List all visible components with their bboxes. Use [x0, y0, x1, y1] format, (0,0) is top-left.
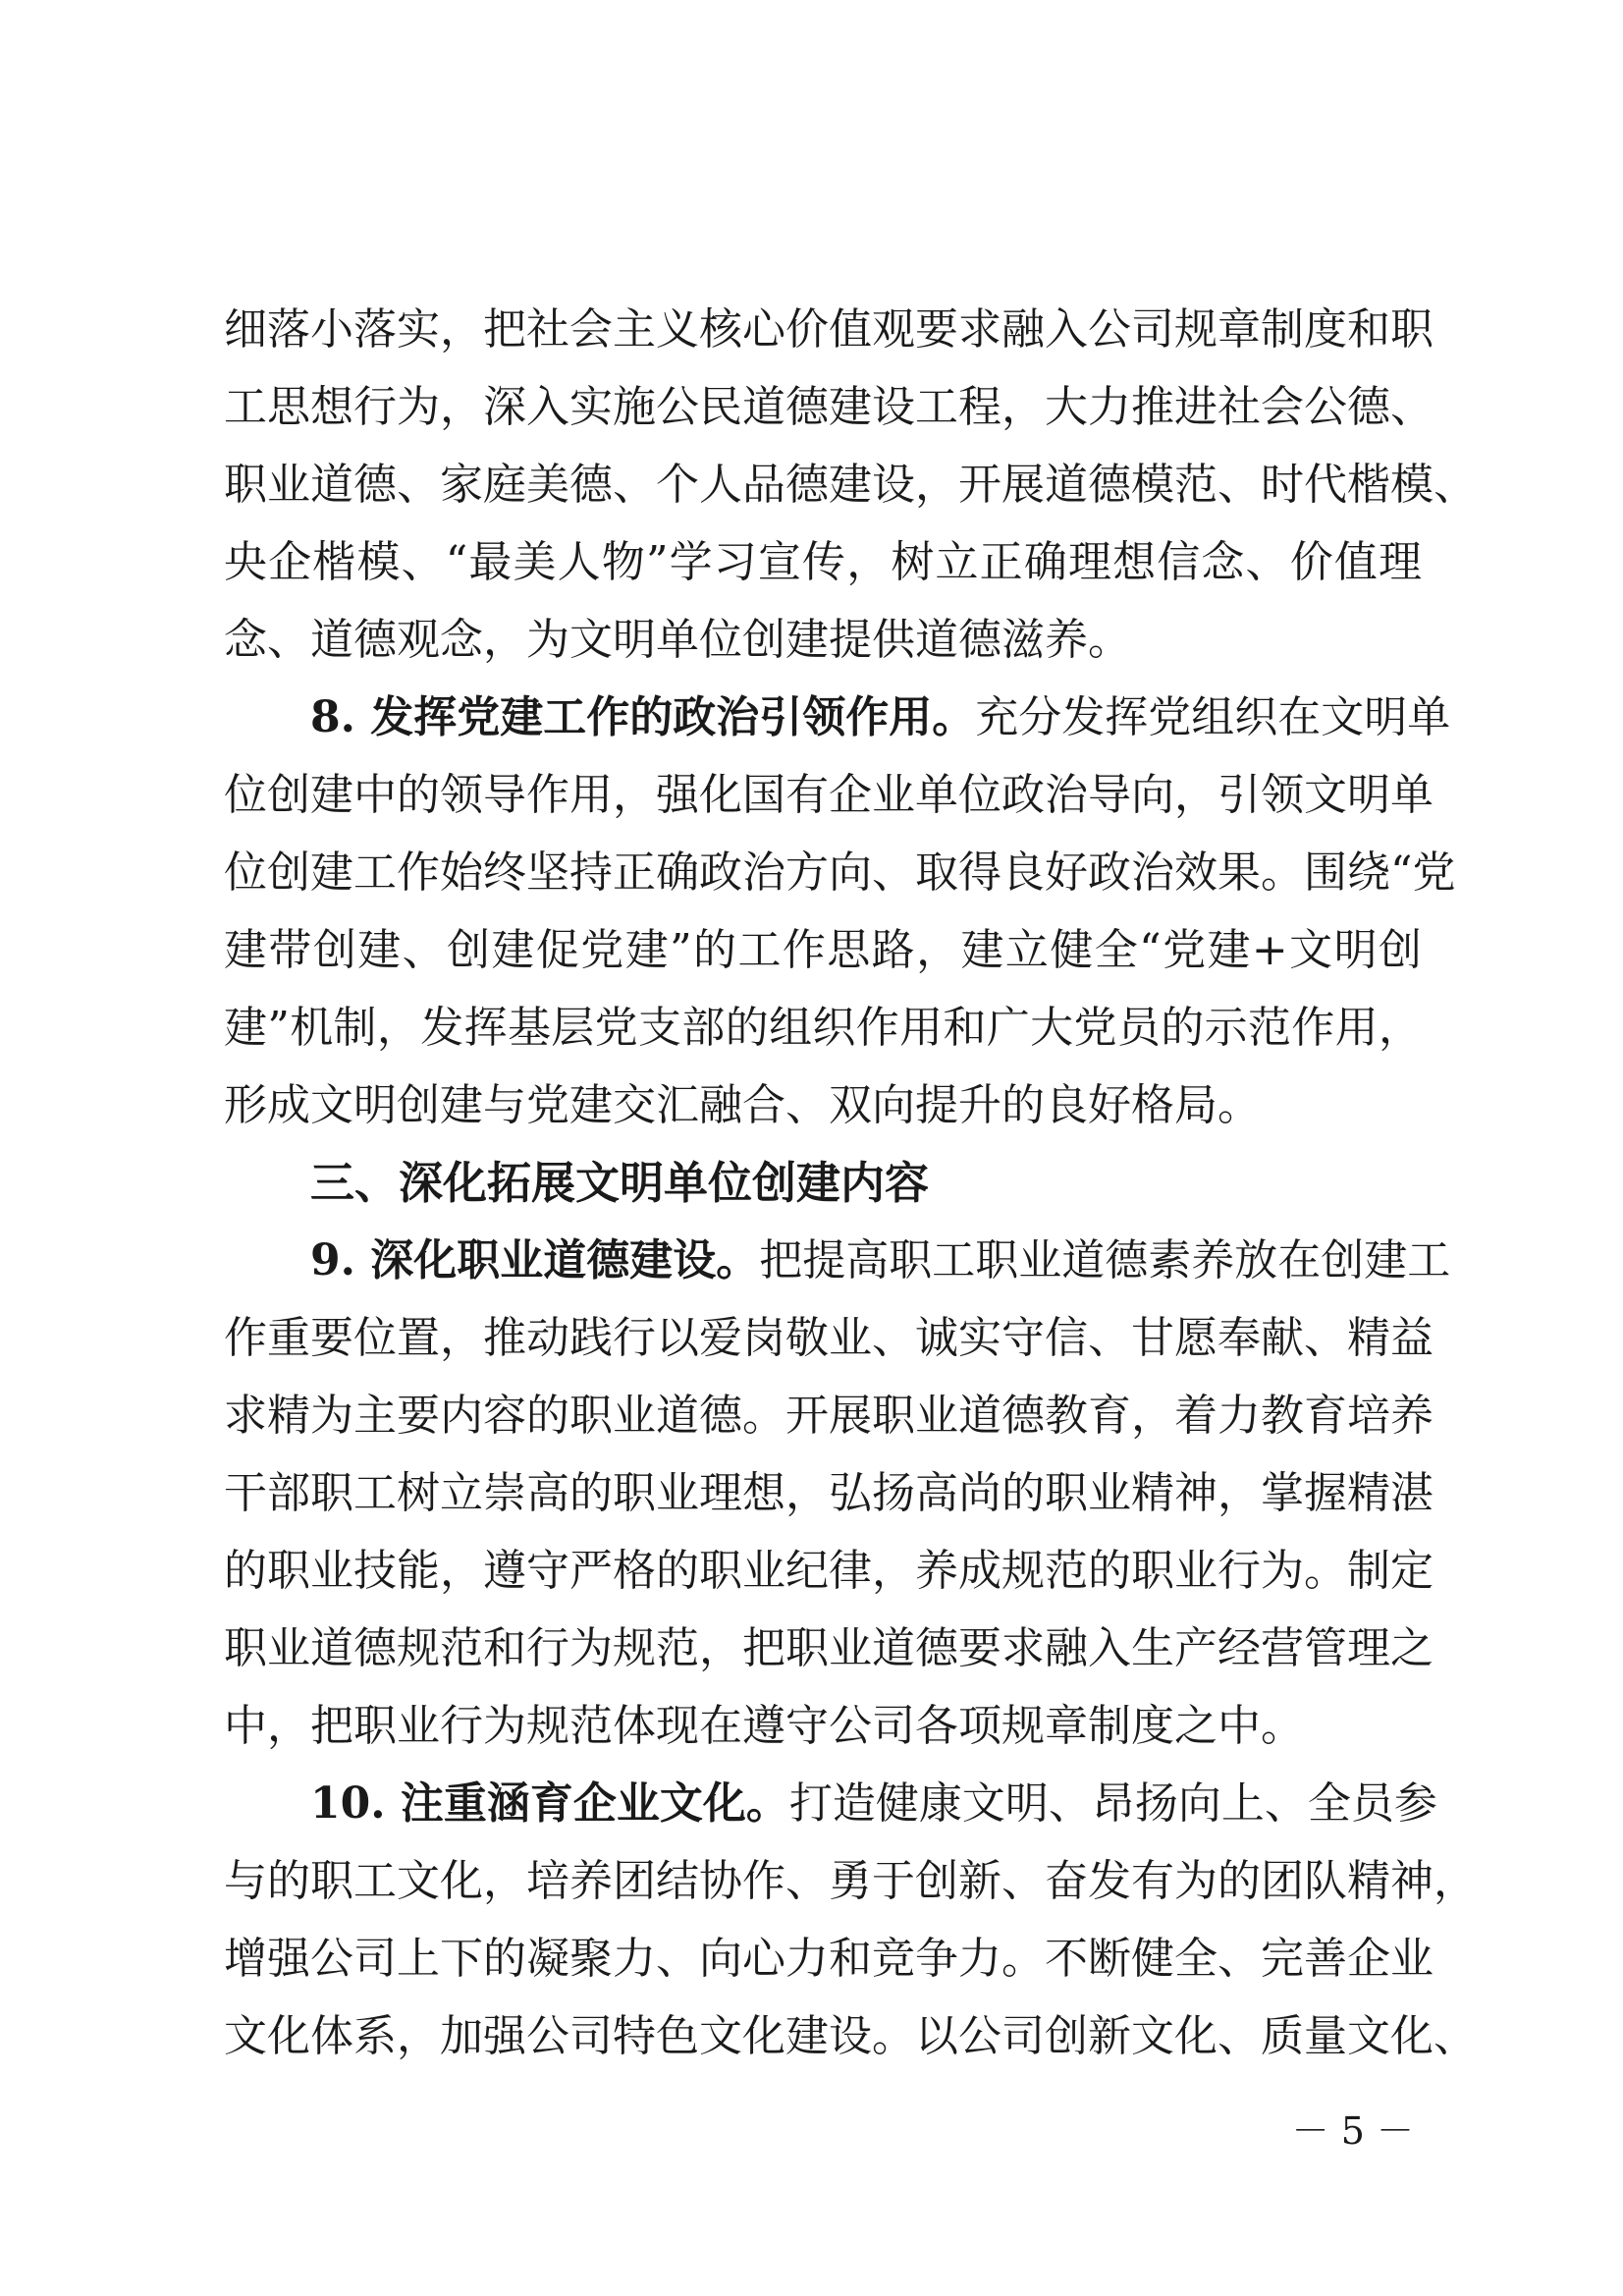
- text-fragment: 把提高职工职业道德素养放在创建工: [759, 1235, 1451, 1285]
- text-line: 职业道德、家庭美德、个人品德建设，开展道德模范、时代楷模、: [224, 460, 1477, 510]
- text-line: 求精为主要内容的职业道德。开展职业道德教育，着力教育培养: [224, 1391, 1434, 1441]
- paragraph-first-line: [224, 1765, 1437, 1842]
- text-line: 文化体系，加强公司特色文化建设。以公司创新文化、质量文化、: [224, 2011, 1477, 2061]
- text-line: 细落小落实，把社会主义核心价值观要求融入公司规章制度和职: [224, 304, 1434, 355]
- text-fragment: 充分发挥党组织在文明单: [975, 692, 1451, 742]
- text-line: 念、道德观念，为文明单位创建提供道德滋养。: [224, 615, 1131, 665]
- text-line: 中，把职业行为规范体现在遵守公司各项规章制度之中。: [224, 1701, 1304, 1751]
- page-number: － 5 －: [1291, 2109, 1414, 2153]
- text-line: 位创建中的领导作用，强化国有企业单位政治导向，引领文明单: [224, 770, 1434, 820]
- text-line: 形成文明创建与党建交汇融合、双向提升的良好格局。: [224, 1080, 1261, 1130]
- item-lead-title: 9. 深化职业道德建设。: [310, 1235, 760, 1285]
- text-fragment: 打造健康文明、昂扬向上、全员参: [788, 1778, 1437, 1829]
- text-line: 工思想行为，深入实施公民道德建设工程，大力推进社会公德、: [224, 382, 1434, 432]
- document-body: [224, 291, 1477, 2075]
- item-lead-title: 8. 发挥党建工作的政治引领作用。: [310, 692, 976, 742]
- paragraph-first-line: [224, 679, 1451, 756]
- text-line: 位创建工作始终坚持正确政治方向、取得良好政治效果。围绕“党: [224, 847, 1456, 898]
- section-heading: 三、深化拓展文明单位创建内容: [310, 1157, 930, 1209]
- text-line: 的职业技能，遵守严格的职业纪律，养成规范的职业行为。制定: [224, 1546, 1434, 1596]
- text-line: 建”机制，发挥基层党支部的组织作用和广大党员的示范作用，: [224, 1003, 1422, 1053]
- text-line: 与的职工文化，培养团结协作、勇于创新、奋发有为的团队精神，: [224, 1856, 1477, 1906]
- text-line: 职业道德规范和行为规范，把职业道德要求融入生产经营管理之: [224, 1623, 1434, 1673]
- text-line: 建带创建、创建促党建”的工作思路，建立健全“党建+文明创: [224, 925, 1422, 975]
- paragraph-first-line: [224, 1222, 1451, 1299]
- text-line: 作重要位置，推动践行以爱岗敬业、诚实守信、甘愿奉献、精益: [224, 1313, 1434, 1363]
- item-lead-title: 10. 注重涵育企业文化。: [310, 1778, 789, 1829]
- text-line: 央企楷模、“最美人物”学习宣传，树立正确理想信念、价值理: [224, 537, 1422, 587]
- text-line: 干部职工树立崇高的职业理想，弘扬高尚的职业精神，掌握精湛: [224, 1468, 1434, 1518]
- text-line: 增强公司上下的凝聚力、向心力和竞争力。不断健全、完善企业: [224, 1934, 1434, 1984]
